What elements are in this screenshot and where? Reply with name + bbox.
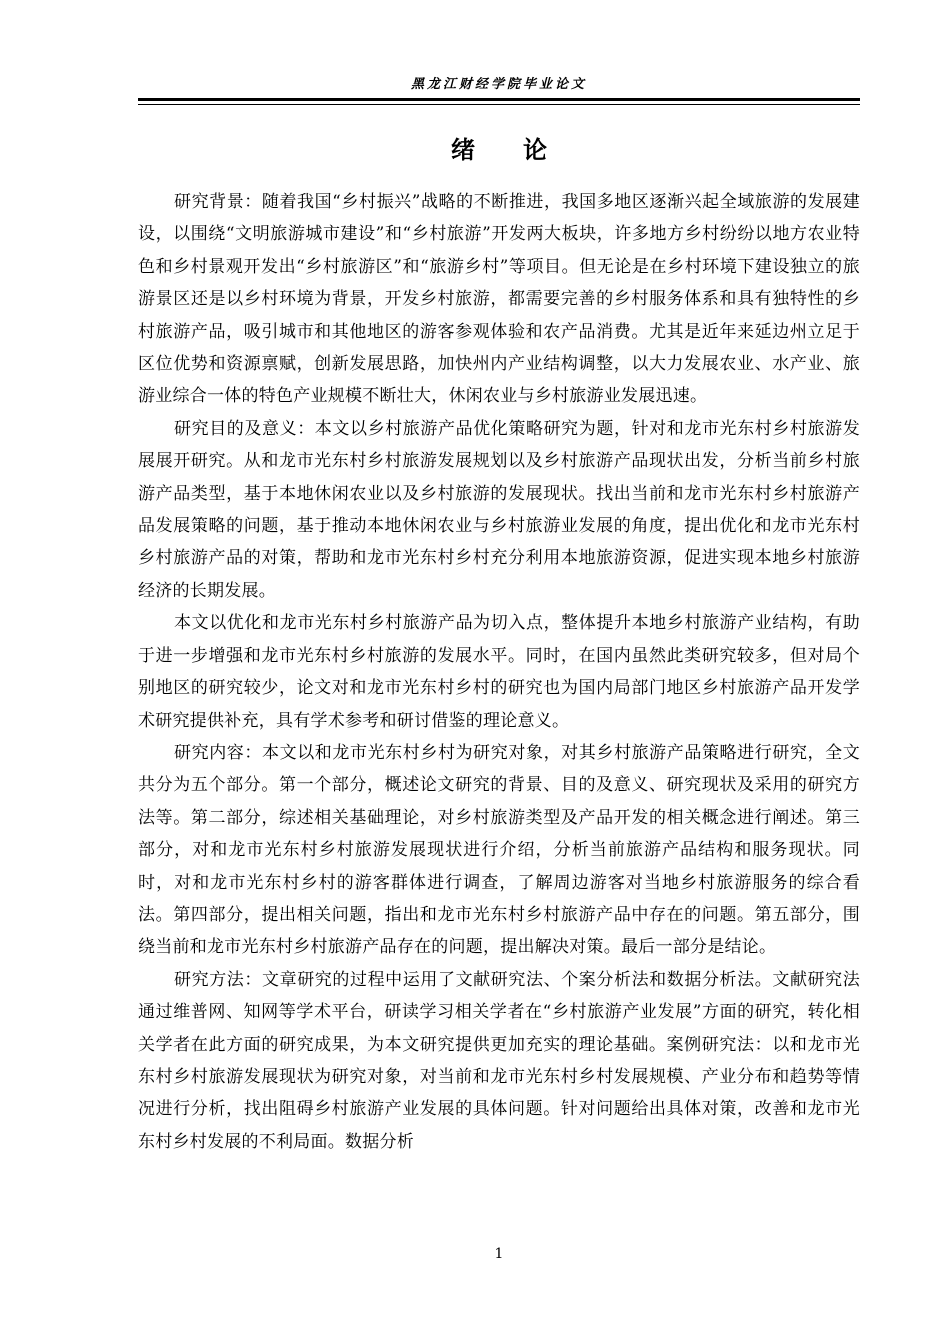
paragraph-research-content: 研究内容：本文以和龙市光东村乡村为研究对象，对其乡村旅游产品策略进行研究，全文共分为五个部分。第一个部分，概述论文研究的背景、目的及意义、研究现状及采用的研究方法等。第二部分，综述相关基础理论，对乡村旅游类型及产品开发的相关概念进行阐述。第三部分，对和龙市光东村乡村旅游发展现状进行介绍，分析当前旅游产品结构和服务现状。同时，对和龙市光东村乡村的游客群体进行调查，了解周边游客对当地乡村旅游服务的综合看法。第四部分，提出相关问题，指出和龙市光东村乡村旅游产品中存在的问题。第五部分，围绕当前和龙市光东村乡村旅游产品存在的问题，提出解决对策。最后一部分是结论。 [138,742,860,958]
paragraph-research-background: 研究背景：随着我国“乡村振兴”战略的不断推进，我国多地区逐渐兴起全域旅游的发展建设，以围绕“文明旅游城市建设”和“乡村旅游”开发两大板块，许多地方乡村纷纷以地方农业特色和乡村景观开发出“乡村旅游区”和“旅游乡村”等项目。但无论是在乡村环境下建设独立的旅游景区还是以乡村环境为背景，开发乡村旅游，都需要完善的乡村服务体系和具有独特性的乡村旅游产品，吸引城市和其他地区的游客参观体验和农产品消费。尤其是近年来延边州立足于区位优势和资源禀赋，创新发展思路，加快州内产业结构调整，以大力发展农业、水产业、旅游业综合一体的特色产业规模不断壮大，休闲农业与乡村旅游业发展迅速。 [138,192,860,407]
page-number: 1 [494,1246,504,1262]
paragraph-research-purpose: 研究目的及意义：本文以乡村旅游产品优化策略研究为题，针对和龙市光东村乡村旅游发展展开研究。从和龙市光东村乡村旅游发展规划以及乡村旅游产品现状出发，分析当前乡村旅游产品类型，基于本地休闲农业以及乡村旅游的发展现状。找出当前和龙市光东村乡村旅游产品发展策略的问题，基于推动本地休闲农业与乡村旅游业发展的角度，提出优化和龙市光东村乡村旅游产品的对策，帮助和龙市光东村乡村充分利用本地旅游资源，促进实现本地乡村旅游经济的长期发展。 [138,418,860,601]
header-rule-thin [138,104,860,105]
section-title-char-1: 绪 [451,136,475,164]
header-rule-thick [138,98,860,101]
paragraph-research-significance: 本文以优化和龙市光东村乡村旅游产品为切入点，整体提升本地乡村旅游产业结构，有助于进一步增强和龙市光东村乡村旅游的发展水平。同时，在国内虽然此类研究较多，但对局个别地区的研究较少，论文对和龙市光东村乡村的研究也为国内局部门地区乡村旅游产品开发学术研究提供补充，具有学术参考和研讨借鉴的理论意义。 [138,613,860,731]
section-title [138,132,860,168]
paragraph-research-methods: 研究方法：文章研究的过程中运用了文献研究法、个案分析法和数据分析法。文献研究法通过维普网、知网等学术平台，研读学习相关学者在“乡村旅游产业发展”方面的研究，转化相关学者在此方面的研究成果，为本文研究提供更加充实的理论基础。案例研究法：以和龙市光东村乡村旅游发展现状为研究对象，对当前和龙市光东村乡村发展规模、产业分布和趋势等情况进行分析，找出阻碍乡村旅游产业发展的具体问题。针对问题给出具体对策，改善和龙市光东村乡村发展的不利局面。数据分析 [138,969,860,1152]
running-header: 黑龙江财经学院毕业论文 [410,77,587,92]
body-text [138,186,860,1158]
section-title-char-2: 论 [523,136,547,164]
